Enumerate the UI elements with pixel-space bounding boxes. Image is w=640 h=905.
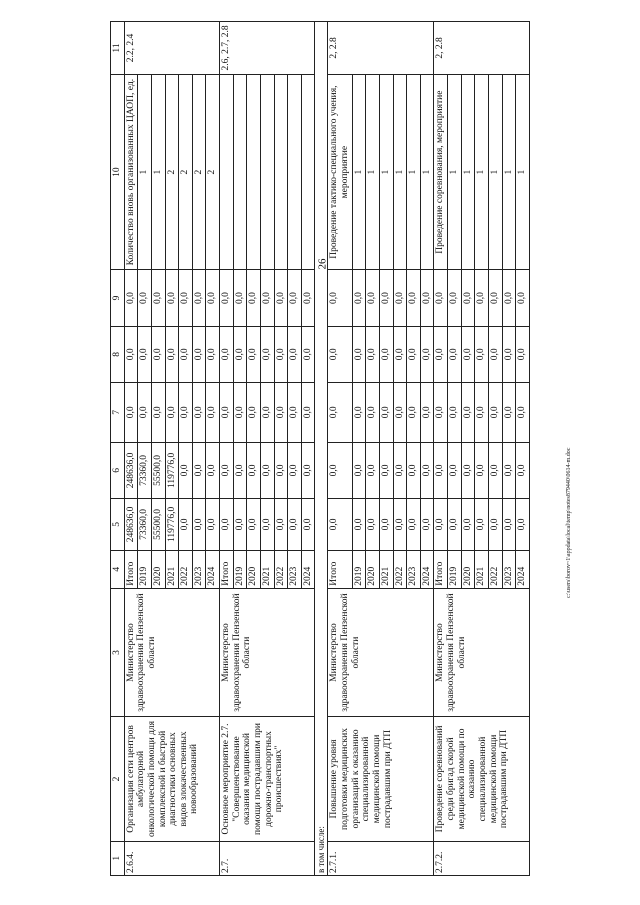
row-code: 2.6.4. xyxy=(124,841,219,875)
funding-value-cell: 0,0 xyxy=(352,442,366,498)
year-cell: 2023 xyxy=(502,550,516,588)
funding-value-cell: 0,0 xyxy=(448,382,462,442)
year-cell: 2021 xyxy=(475,550,489,588)
funding-value-cell: 0,0 xyxy=(516,326,530,382)
table-row xyxy=(220,22,234,876)
indicator-name: Количество вновь организованных ЦАОП, ед. xyxy=(124,74,138,269)
executor: Министерство здравоохранения Пензенской области xyxy=(328,588,434,717)
year-cell: 2021 xyxy=(260,550,274,588)
funding-value-cell: 0,0 xyxy=(420,442,434,498)
funding-value-cell: 0,0 xyxy=(206,382,220,442)
year-cell: 2024 xyxy=(516,550,530,588)
column-number-cell: 10 xyxy=(111,74,125,269)
year-cell: 2024 xyxy=(206,550,220,588)
funding-value-cell: 0,0 xyxy=(192,382,206,442)
funding-value-cell: 0,0 xyxy=(488,326,502,382)
funding-value-cell: 0,0 xyxy=(247,270,261,326)
funding-value-cell: 0,0 xyxy=(475,499,489,551)
funding-value-cell: 0,0 xyxy=(247,326,261,382)
indicator-value-cell: 2 xyxy=(179,74,193,269)
year-cell: 2020 xyxy=(151,550,165,588)
funding-value-cell: 0,0 xyxy=(288,270,302,326)
funding-value-cell: 0,0 xyxy=(206,326,220,382)
funding-value-cell: 248636,0 xyxy=(124,442,138,498)
indicator-value-cell: 1 xyxy=(488,74,502,269)
row-code: 2.7.2. xyxy=(434,841,529,875)
section-label: в том числе: xyxy=(315,22,328,876)
funding-value-cell: 0,0 xyxy=(328,442,352,498)
funding-value-cell: 0,0 xyxy=(288,442,302,498)
funding-value-cell: 0,0 xyxy=(488,499,502,551)
indicator-value-cell: 1 xyxy=(420,74,434,269)
funding-value-cell: 0,0 xyxy=(434,270,448,326)
funding-value-cell: 0,0 xyxy=(301,326,315,382)
funding-value-cell: 0,0 xyxy=(434,326,448,382)
funding-value-cell: 0,0 xyxy=(407,442,421,498)
file-path: c:\users\borov~1\appdata\local\temp\notes879440\0614-m.doc xyxy=(566,447,572,598)
program-table xyxy=(110,21,530,876)
indicator-name: Проведение соревнования, мероприятие xyxy=(434,74,448,269)
funding-value-cell: 0,0 xyxy=(420,270,434,326)
indicator-value-cell: 2 xyxy=(165,74,179,269)
funding-value-cell: 0,0 xyxy=(434,442,448,498)
indicator-value-cell: 2 xyxy=(192,74,206,269)
funding-value-cell: 0,0 xyxy=(247,442,261,498)
table-row xyxy=(434,22,448,876)
funding-value-cell: 55500,0 xyxy=(151,442,165,498)
funding-value-cell: 0,0 xyxy=(274,382,288,442)
column-number-cell: 1 xyxy=(111,841,125,875)
indicator-value-cell: 1 xyxy=(352,74,366,269)
funding-value-cell: 0,0 xyxy=(301,270,315,326)
funding-value-cell: 0,0 xyxy=(247,382,261,442)
funding-value-cell: 0,0 xyxy=(516,382,530,442)
funding-value-cell: 0,0 xyxy=(475,270,489,326)
executor: Министерство здравоохранения Пензенской области xyxy=(124,588,219,717)
year-cell: 2022 xyxy=(179,550,193,588)
indicator-value-cell: 1 xyxy=(393,74,407,269)
year-cell: Итого xyxy=(124,550,138,588)
funding-value-cell: 0,0 xyxy=(379,382,393,442)
funding-value-cell: 0,0 xyxy=(274,442,288,498)
funding-value-cell: 0,0 xyxy=(328,499,352,551)
funding-value-cell: 0,0 xyxy=(434,382,448,442)
funding-value-cell: 0,0 xyxy=(151,382,165,442)
year-cell: Итого xyxy=(434,550,448,588)
column-number-cell: 2 xyxy=(111,717,125,841)
funding-value-cell: 0,0 xyxy=(420,326,434,382)
funding-value-cell: 0,0 xyxy=(233,499,247,551)
funding-value-cell: 0,0 xyxy=(274,326,288,382)
funding-value-cell: 248636,0 xyxy=(124,499,138,551)
indicator-links: 2, 2.8 xyxy=(434,22,529,75)
funding-value-cell: 0,0 xyxy=(138,382,152,442)
indicator-value-cell xyxy=(288,74,302,269)
funding-value-cell: 0,0 xyxy=(124,326,138,382)
column-number-cell: 9 xyxy=(111,270,125,326)
funding-value-cell: 0,0 xyxy=(393,382,407,442)
funding-value-cell: 0,0 xyxy=(192,442,206,498)
column-number-cell: 3 xyxy=(111,588,125,717)
funding-value-cell: 0,0 xyxy=(407,326,421,382)
funding-value-cell: 0,0 xyxy=(220,499,234,551)
funding-value-cell: 0,0 xyxy=(260,382,274,442)
funding-value-cell: 0,0 xyxy=(192,499,206,551)
measure-name: Основное мероприятие 2.7. "Совершенствование оказания медицинской помощи пострадавшим при дорожно-транспортных происшествиях" xyxy=(220,717,315,841)
year-cell: Итого xyxy=(328,550,352,588)
funding-value-cell: 0,0 xyxy=(206,442,220,498)
funding-value-cell: 0,0 xyxy=(420,499,434,551)
indicator-links: 2.6, 2.7, 2.8 xyxy=(220,22,315,75)
funding-value-cell: 0,0 xyxy=(475,382,489,442)
year-cell: 2019 xyxy=(352,550,366,588)
funding-value-cell: 0,0 xyxy=(328,270,352,326)
year-cell: 2023 xyxy=(192,550,206,588)
funding-value-cell: 0,0 xyxy=(352,382,366,442)
funding-value-cell: 0,0 xyxy=(260,442,274,498)
funding-value-cell: 0,0 xyxy=(301,442,315,498)
column-number-row xyxy=(111,22,125,876)
year-cell: 2024 xyxy=(420,550,434,588)
funding-value-cell: 119776,0 xyxy=(165,442,179,498)
funding-value-cell: 0,0 xyxy=(220,270,234,326)
funding-value-cell: 0,0 xyxy=(233,382,247,442)
row-code: 2.7. xyxy=(220,841,315,875)
funding-value-cell: 0,0 xyxy=(274,270,288,326)
funding-value-cell: 0,0 xyxy=(233,326,247,382)
funding-value-cell: 0,0 xyxy=(288,499,302,551)
funding-value-cell: 0,0 xyxy=(165,382,179,442)
indicator-value-cell xyxy=(247,74,261,269)
funding-value-cell: 0,0 xyxy=(407,270,421,326)
year-cell: 2022 xyxy=(274,550,288,588)
funding-value-cell: 0,0 xyxy=(301,499,315,551)
funding-value-cell: 0,0 xyxy=(138,326,152,382)
funding-value-cell: 0,0 xyxy=(379,442,393,498)
funding-value-cell: 0,0 xyxy=(151,270,165,326)
funding-value-cell: 0,0 xyxy=(220,326,234,382)
funding-value-cell: 0,0 xyxy=(179,499,193,551)
funding-value-cell: 0,0 xyxy=(420,382,434,442)
column-number-cell: 6 xyxy=(111,442,125,498)
funding-value-cell: 0,0 xyxy=(124,382,138,442)
funding-value-cell: 0,0 xyxy=(461,382,475,442)
indicator-value-cell: 1 xyxy=(151,74,165,269)
indicator-value-cell xyxy=(260,74,274,269)
funding-value-cell: 0,0 xyxy=(502,270,516,326)
funding-value-cell: 0,0 xyxy=(488,382,502,442)
funding-value-cell: 0,0 xyxy=(233,442,247,498)
indicator-links: 2.2, 2.4 xyxy=(124,22,219,75)
funding-value-cell: 0,0 xyxy=(179,382,193,442)
funding-value-cell: 0,0 xyxy=(192,270,206,326)
funding-value-cell: 0,0 xyxy=(448,270,462,326)
year-cell: 2021 xyxy=(379,550,393,588)
section-row xyxy=(315,22,328,876)
funding-value-cell: 0,0 xyxy=(502,382,516,442)
funding-value-cell: 55500,0 xyxy=(151,499,165,551)
year-cell: 2019 xyxy=(138,550,152,588)
funding-value-cell: 0,0 xyxy=(516,442,530,498)
year-cell: 2019 xyxy=(233,550,247,588)
rotated-table-container xyxy=(110,21,583,876)
funding-value-cell: 0,0 xyxy=(379,326,393,382)
funding-value-cell: 0,0 xyxy=(407,382,421,442)
funding-value-cell: 0,0 xyxy=(434,499,448,551)
funding-value-cell: 0,0 xyxy=(151,326,165,382)
indicator-name: Проведение тактико-специального учения, мероприятие xyxy=(328,74,352,269)
indicator-value-cell: 1 xyxy=(138,74,152,269)
funding-value-cell: 0,0 xyxy=(274,499,288,551)
funding-value-cell: 0,0 xyxy=(179,326,193,382)
funding-value-cell: 0,0 xyxy=(179,442,193,498)
indicator-value-cell: 1 xyxy=(407,74,421,269)
measure-name: Проведение соревнований среди бригад скорой медицинской помощи по оказанию специализированной медицинской помощи пострадавшим при ДТП xyxy=(434,717,529,841)
funding-value-cell: 0,0 xyxy=(328,326,352,382)
indicator-value-cell: 1 xyxy=(516,74,530,269)
indicator-value-cell: 1 xyxy=(366,74,380,269)
funding-value-cell: 0,0 xyxy=(260,326,274,382)
year-cell: 2020 xyxy=(247,550,261,588)
funding-value-cell: 0,0 xyxy=(220,382,234,442)
funding-value-cell: 0,0 xyxy=(352,326,366,382)
funding-value-cell: 119776,0 xyxy=(165,499,179,551)
funding-value-cell: 0,0 xyxy=(366,382,380,442)
funding-value-cell: 0,0 xyxy=(124,270,138,326)
funding-value-cell: 0,0 xyxy=(516,270,530,326)
funding-value-cell: 0,0 xyxy=(288,382,302,442)
year-cell: 2024 xyxy=(301,550,315,588)
funding-value-cell: 0,0 xyxy=(502,326,516,382)
year-cell: 2019 xyxy=(448,550,462,588)
indicator-name xyxy=(220,74,234,269)
indicator-value-cell: 1 xyxy=(502,74,516,269)
measure-name: Повышение уровня подготовки медицинских организаций к оказанию специализированной медицинской помощи пострадавшим при ДТП xyxy=(328,717,434,841)
column-number-cell: 4 xyxy=(111,550,125,588)
column-number-cell: 8 xyxy=(111,326,125,382)
indicator-value-cell: 1 xyxy=(379,74,393,269)
funding-value-cell: 0,0 xyxy=(233,270,247,326)
funding-value-cell: 0,0 xyxy=(461,499,475,551)
funding-value-cell: 0,0 xyxy=(488,270,502,326)
executor: Министерство здравоохранения Пензенской области xyxy=(220,588,315,717)
funding-value-cell: 73360,0 xyxy=(138,442,152,498)
funding-value-cell: 0,0 xyxy=(448,499,462,551)
funding-value-cell: 0,0 xyxy=(220,442,234,498)
funding-value-cell: 0,0 xyxy=(138,270,152,326)
funding-value-cell: 0,0 xyxy=(475,442,489,498)
year-cell: 2020 xyxy=(366,550,380,588)
indicator-value-cell xyxy=(233,74,247,269)
funding-value-cell: 0,0 xyxy=(328,382,352,442)
table-row xyxy=(124,22,138,876)
funding-value-cell: 0,0 xyxy=(260,499,274,551)
funding-value-cell: 0,0 xyxy=(366,270,380,326)
funding-value-cell: 0,0 xyxy=(488,442,502,498)
column-number-cell: 7 xyxy=(111,382,125,442)
year-cell: 2022 xyxy=(488,550,502,588)
funding-value-cell: 0,0 xyxy=(165,270,179,326)
funding-value-cell: 0,0 xyxy=(502,499,516,551)
funding-value-cell: 0,0 xyxy=(393,270,407,326)
funding-value-cell: 0,0 xyxy=(475,326,489,382)
funding-value-cell: 0,0 xyxy=(461,270,475,326)
funding-value-cell: 0,0 xyxy=(206,270,220,326)
year-cell: 2021 xyxy=(165,550,179,588)
funding-value-cell: 0,0 xyxy=(366,499,380,551)
year-cell: 2022 xyxy=(393,550,407,588)
funding-value-cell: 0,0 xyxy=(247,499,261,551)
funding-value-cell: 0,0 xyxy=(301,382,315,442)
funding-value-cell: 0,0 xyxy=(288,326,302,382)
table-row xyxy=(328,22,352,876)
column-number-cell: 5 xyxy=(111,499,125,551)
funding-value-cell: 73360,0 xyxy=(138,499,152,551)
table-body xyxy=(111,22,530,876)
funding-value-cell: 0,0 xyxy=(179,270,193,326)
funding-value-cell: 0,0 xyxy=(366,326,380,382)
indicator-value-cell xyxy=(301,74,315,269)
funding-value-cell: 0,0 xyxy=(260,270,274,326)
year-cell: 2020 xyxy=(461,550,475,588)
indicator-value-cell xyxy=(274,74,288,269)
executor: Министерство здравоохранения Пензенской области xyxy=(434,588,529,717)
row-code: 2.7.1. xyxy=(328,841,434,875)
funding-value-cell: 0,0 xyxy=(502,442,516,498)
indicator-value-cell: 2 xyxy=(206,74,220,269)
funding-value-cell: 0,0 xyxy=(366,442,380,498)
indicator-value-cell: 1 xyxy=(475,74,489,269)
column-number-cell: 11 xyxy=(111,22,125,75)
funding-value-cell: 0,0 xyxy=(192,326,206,382)
funding-value-cell: 0,0 xyxy=(165,326,179,382)
funding-value-cell: 0,0 xyxy=(206,499,220,551)
funding-value-cell: 0,0 xyxy=(393,326,407,382)
funding-value-cell: 0,0 xyxy=(461,326,475,382)
funding-value-cell: 0,0 xyxy=(407,499,421,551)
year-cell: Итого xyxy=(220,550,234,588)
funding-value-cell: 0,0 xyxy=(352,499,366,551)
funding-value-cell: 0,0 xyxy=(393,442,407,498)
funding-value-cell: 0,0 xyxy=(448,442,462,498)
year-cell: 2023 xyxy=(407,550,421,588)
funding-value-cell: 0,0 xyxy=(379,499,393,551)
indicator-links: 2, 2.8 xyxy=(328,22,434,75)
funding-value-cell: 0,0 xyxy=(393,499,407,551)
indicator-value-cell: 1 xyxy=(461,74,475,269)
funding-value-cell: 0,0 xyxy=(379,270,393,326)
year-cell: 2023 xyxy=(288,550,302,588)
funding-value-cell: 0,0 xyxy=(352,270,366,326)
funding-value-cell: 0,0 xyxy=(448,326,462,382)
indicator-value-cell: 1 xyxy=(448,74,462,269)
page-number: 26 xyxy=(316,258,329,270)
funding-value-cell: 0,0 xyxy=(461,442,475,498)
measure-name: Организация сети центров амбулаторной онкологической помощи для комплексной и быстрой диагностики основных видов злокачественных новообразований xyxy=(124,717,219,841)
funding-value-cell: 0,0 xyxy=(516,499,530,551)
